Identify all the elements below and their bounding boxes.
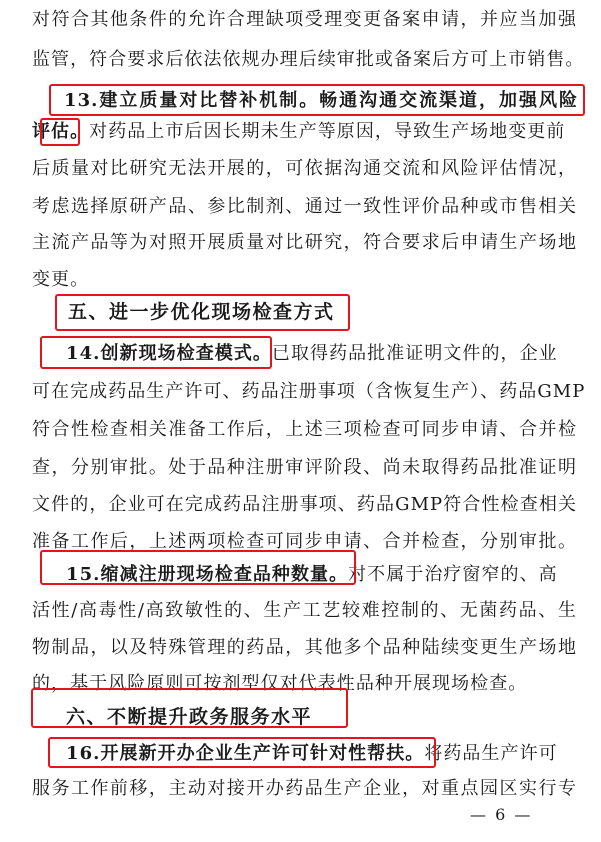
highlight-box-item-16: [48, 737, 436, 768]
text-line: 考虑选择原研产品、参比制剂、通过一致性评价品种或市售相关: [32, 196, 577, 217]
section-5-heading: 五、进一步优化现场检查方式: [68, 301, 335, 323]
item-14-title: 14.创新现场检查模式。: [66, 343, 272, 364]
text-line: 准备工作后，上述两项检查可同步申请、合并检查，分别审批。: [32, 531, 577, 552]
item-13-title-end: 评估。: [32, 121, 90, 142]
highlight-box-item-13-end: [40, 118, 80, 146]
item-15-text: 对不属于治疗窗窄的、高: [348, 564, 558, 585]
item-15-title: 15.缩减注册现场检查品种数量。: [66, 564, 349, 585]
item-13-title: 13.建立质量对比替补机制。畅通沟通交流渠道，加强风险: [64, 90, 578, 111]
highlight-box-section-5: [55, 294, 350, 331]
highlight-box-item-13: [49, 84, 585, 116]
text-line: 的，基于风险原则可按剂型仅对代表性品种开展现场检查。: [32, 673, 528, 694]
text-line: 活性/高毒性/高致敏性的、生产工艺较难控制的、无菌药品、生: [32, 600, 577, 621]
item-13-line-2: [32, 121, 577, 143]
text-line: 查，分别审批。处于品种注册审评阶段、尚未取得药品批准证明: [32, 457, 577, 478]
text-line: 文件的，企业可在完成药品注册事项、药品GMP符合性检查相关: [32, 494, 577, 515]
item-16-text: 将药品生产许可: [424, 743, 558, 764]
item-13-text: 对药品上市后因长期未生产等原因，导致生产场地变更前: [89, 121, 566, 142]
text-line: 可在完成药品生产许可、药品注册事项（含恢复生产）、药品GMP: [32, 381, 586, 402]
highlight-box-section-6: [31, 688, 348, 728]
highlight-box-item-14: [40, 336, 272, 369]
text-line: 后质量对比研究无法开展的，可依据沟通交流和风险评估情况，: [32, 158, 577, 179]
page-number: — 6 —: [470, 805, 533, 824]
text-line: 服务工作前移，主动对接开办药品生产企业，对重点园区实行专: [32, 778, 577, 799]
text-line: 监管，符合要求后依法依规办理后续审批或备案后方可上市销售。: [32, 49, 585, 70]
text-line: 主流产品等为对照开展质量对比研究，符合要求后申请生产场地: [32, 232, 577, 253]
item-16-title: 16.开展新开办企业生产许可针对性帮扶。: [66, 743, 425, 764]
text-line: 对符合其他条件的允许合理缺项受理变更备案申请，并应当加强: [32, 9, 577, 30]
text-line: 物制品，以及特殊管理的药品，其他多个品种陆续变更生产场地: [32, 637, 577, 658]
highlight-box-item-15: [40, 550, 356, 585]
section-6-heading: 六、不断提升政务服务水平: [66, 706, 313, 728]
text-line: 变更。: [32, 269, 90, 290]
item-14-text: 已取得药品批准证明文件的，企业: [271, 343, 558, 364]
text-line: 符合性检查相关准备工作后，上述三项检查可同步申请、合并检: [32, 419, 577, 440]
